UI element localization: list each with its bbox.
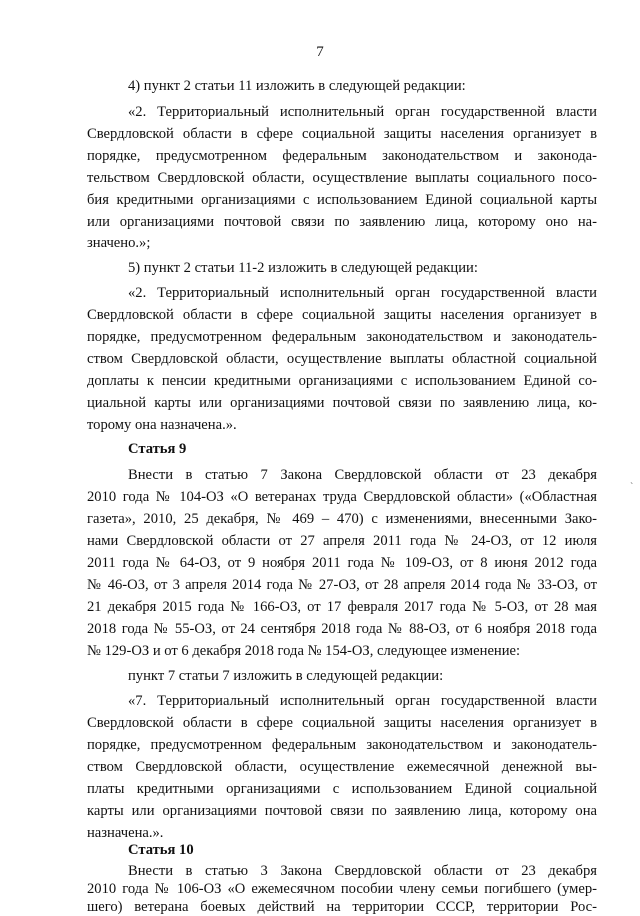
text-line: назначена.». bbox=[87, 825, 164, 841]
text-line: Свердловской области в сфере социальной защиты населения организует в bbox=[87, 307, 597, 323]
page-number: 7 bbox=[316, 44, 324, 60]
text-line: 5) пункт 2 статьи 11-2 изложить в следующей редакции: bbox=[128, 260, 478, 276]
text-line: № 129-ОЗ и от 6 декабря 2018 года № 154-ОЗ, следующее изменение: bbox=[87, 643, 521, 659]
text-line: 4) пункт 2 статьи 11 изложить в следующей редакции: bbox=[128, 78, 466, 94]
text-line: «2. Территориальный исполнительный орган государственной власти bbox=[128, 104, 597, 120]
text-line: «7. Территориальный исполнительный орган государственной власти bbox=[128, 693, 597, 709]
text-line: ством Свердловской области, осуществление выплаты областной социальной bbox=[87, 351, 597, 367]
text-line: 21 декабря 2015 года № 166-ОЗ, от 17 февраля 2017 года № 5-ОЗ, от 28 мая bbox=[87, 599, 597, 615]
text-line: «2. Территориальный исполнительный орган государственной власти bbox=[128, 285, 597, 301]
text-line: торому она назначена.». bbox=[87, 417, 237, 433]
text-line: № 46-ОЗ, от 3 апреля 2014 года № 27-ОЗ, от 28 апреля 2014 года № 33-ОЗ, от bbox=[87, 577, 597, 593]
text-line: Внести в статью 7 Закона Свердловской области от 23 декабря bbox=[128, 467, 597, 483]
text-line: доплаты к пенсии кредитными организациями с использованием Единой со- bbox=[87, 373, 597, 389]
text-line: Внести в статью 3 Закона Свердловской области от 23 декабря bbox=[128, 863, 597, 879]
text-line: 2011 года № 64-ОЗ, от 9 ноября 2011 года № 109-ОЗ, от 8 июня 2012 года bbox=[87, 555, 597, 571]
text-line: порядке, предусмотренном федеральным законодательством и законодатель- bbox=[87, 737, 597, 753]
text-line: карты или организациями почтовой связи по заявлению лица, которому она bbox=[87, 803, 597, 819]
text-line: пункт 7 статьи 7 изложить в следующей редакции: bbox=[128, 668, 444, 684]
text-line: платы кредитными организациями с использованием Единой социальной bbox=[87, 781, 597, 797]
text-line: значено.»; bbox=[87, 235, 151, 251]
text-line: шего) ветерана боевых действий на территории СССР, территории Рос- bbox=[87, 899, 597, 915]
text-line: ством Свердловской области, осуществление ежемесячной денежной вы- bbox=[87, 759, 597, 775]
article-heading: Статья 9 bbox=[128, 441, 187, 457]
text-line: бия кредитными организациями с использованием Единой социальной карты bbox=[87, 192, 597, 208]
text-line: газета», 2010, 25 декабря, № 469 – 470) с изменениями, внесенными Зако- bbox=[87, 511, 597, 527]
text-line: Свердловской области в сфере социальной защиты населения организует в bbox=[87, 126, 597, 142]
text-line: порядке, предусмотренном федеральным законодательством и законода- bbox=[87, 148, 597, 164]
scan-mark: ˋ bbox=[630, 482, 634, 493]
text-line: Свердловской области в сфере социальной защиты населения организует в bbox=[87, 715, 597, 731]
text-line: циальной карты или организациями почтовой связи по заявлению лица, ко- bbox=[87, 395, 597, 411]
text-line: 2010 года № 106-ОЗ «О ежемесячном пособии члену семьи погибшего (умер- bbox=[87, 881, 597, 897]
text-line: нами Свердловской области от 27 апреля 2011 года № 24-ОЗ, от 12 июля bbox=[87, 533, 597, 549]
text-line: 2010 года № 104-ОЗ «О ветеранах труда Свердловской области» («Областная bbox=[87, 489, 597, 505]
text-line: тельством Свердловской области, осуществление выплаты социального посо- bbox=[87, 170, 597, 186]
text-line: или организациями почтовой связи по заявлению лица, которому оно на- bbox=[87, 214, 597, 230]
text-line: 2018 года № 55-ОЗ, от 24 сентября 2018 года № 88-ОЗ, от 6 ноября 2018 года bbox=[87, 621, 597, 637]
article-heading: Статья 10 bbox=[128, 842, 194, 858]
text-line: порядке, предусмотренном федеральным законодательством и законодатель- bbox=[87, 329, 597, 345]
